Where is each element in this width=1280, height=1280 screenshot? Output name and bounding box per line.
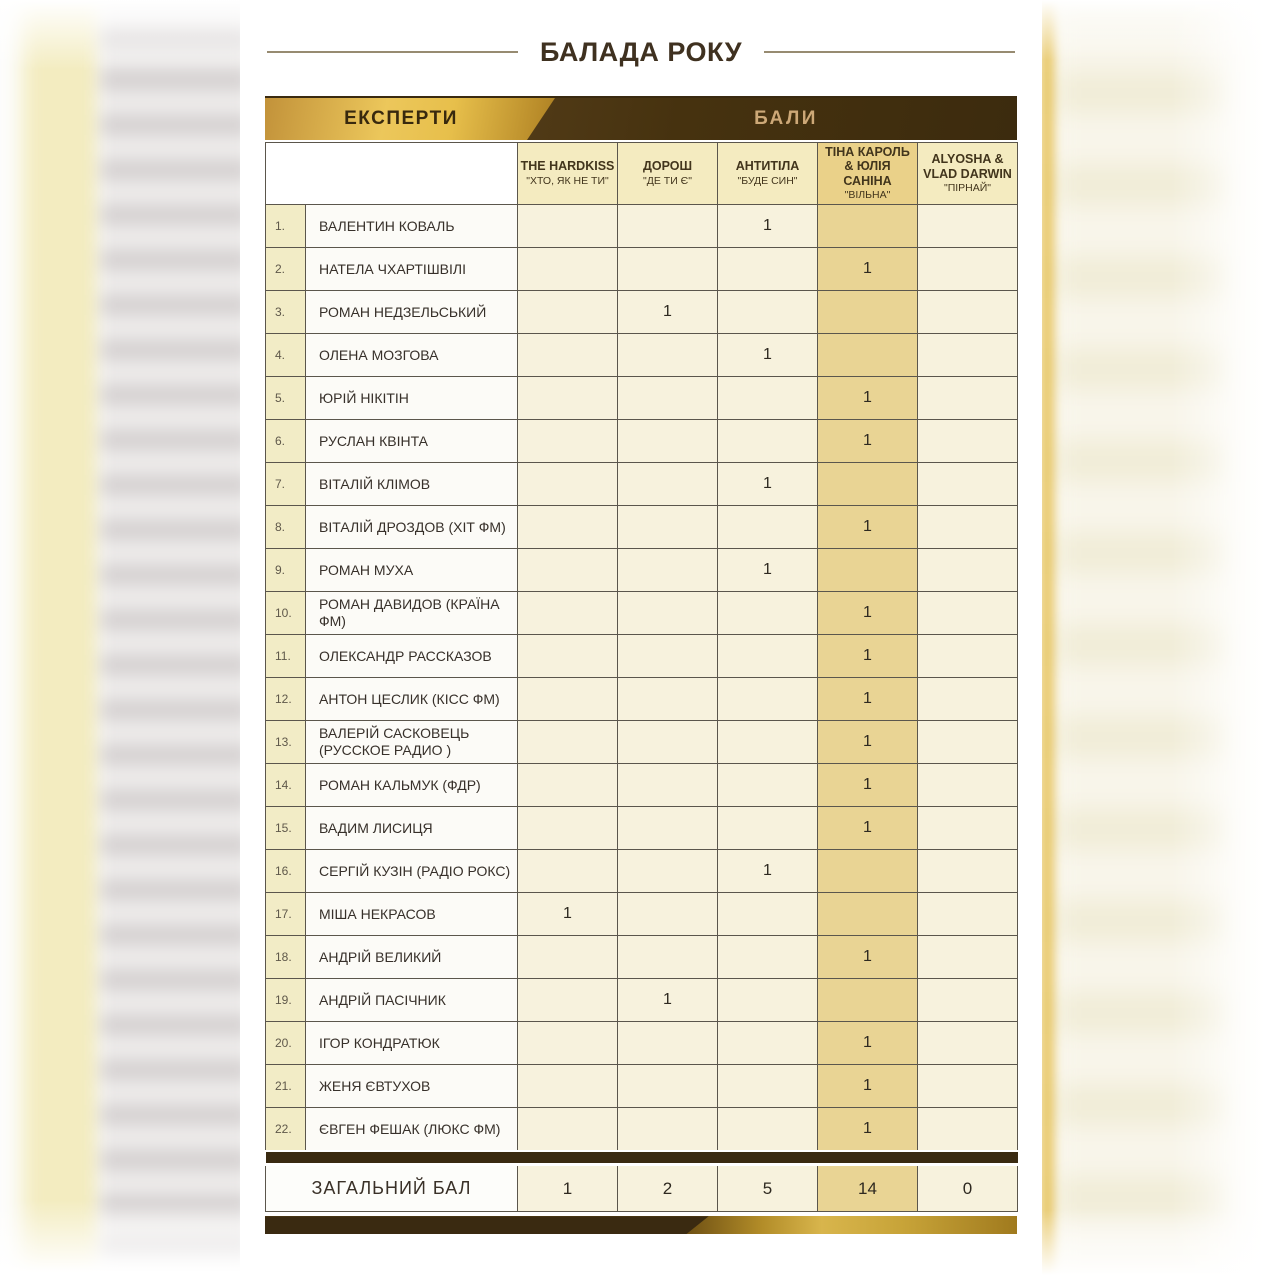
artist-name: ДОРОШ bbox=[642, 159, 693, 174]
vote-cell bbox=[518, 635, 618, 678]
vote-cell: 1 bbox=[718, 850, 818, 893]
vote-cell bbox=[618, 893, 718, 936]
vote-cell bbox=[618, 807, 718, 850]
vote-cell bbox=[518, 764, 618, 807]
expert-name: РОМАН МУХА bbox=[306, 549, 518, 592]
vote-cell bbox=[918, 248, 1018, 291]
scores-header: БАЛИ bbox=[754, 108, 818, 129]
vote-cell bbox=[718, 635, 818, 678]
vote-cell bbox=[618, 936, 718, 979]
row-number: 1. bbox=[266, 205, 306, 248]
table-row bbox=[266, 506, 1018, 549]
vote-cell: 1 bbox=[818, 420, 918, 463]
vote-cell bbox=[718, 592, 818, 635]
vote-cell bbox=[518, 291, 618, 334]
column-header-cell bbox=[718, 143, 818, 205]
vote-cell bbox=[518, 850, 618, 893]
vote-cell: 1 bbox=[718, 463, 818, 506]
row-number: 18. bbox=[266, 936, 306, 979]
vote-cell bbox=[618, 420, 718, 463]
vote-cell bbox=[818, 334, 918, 377]
table-head bbox=[266, 143, 1018, 205]
table-row bbox=[266, 592, 1018, 635]
vote-cell bbox=[518, 334, 618, 377]
vote-cell bbox=[918, 334, 1018, 377]
total-value-cell: 14 bbox=[818, 1165, 918, 1212]
vote-cell bbox=[818, 850, 918, 893]
row-number: 21. bbox=[266, 1065, 306, 1108]
table-row bbox=[266, 291, 1018, 334]
vote-cell bbox=[718, 377, 818, 420]
vote-cell bbox=[618, 1022, 718, 1065]
expert-name: ВІТАЛІЙ КЛІМОВ bbox=[306, 463, 518, 506]
table-row bbox=[266, 850, 1018, 893]
row-number: 22. bbox=[266, 1108, 306, 1152]
vote-cell bbox=[618, 463, 718, 506]
vote-cell bbox=[918, 420, 1018, 463]
vote-cell bbox=[718, 1065, 818, 1108]
vote-cell bbox=[918, 291, 1018, 334]
row-number: 11. bbox=[266, 635, 306, 678]
vote-cell: 1 bbox=[818, 936, 918, 979]
vote-cell bbox=[718, 893, 818, 936]
artist-name: АНТИТІЛА bbox=[735, 159, 800, 174]
table-row bbox=[266, 721, 1018, 764]
vote-cell bbox=[618, 678, 718, 721]
vote-cell bbox=[518, 979, 618, 1022]
song-title: "БУДЕ СИН" bbox=[737, 174, 798, 187]
row-number: 16. bbox=[266, 850, 306, 893]
row-number: 20. bbox=[266, 1022, 306, 1065]
vote-cell bbox=[518, 1065, 618, 1108]
table-row bbox=[266, 1022, 1018, 1065]
vote-cell: 1 bbox=[818, 1022, 918, 1065]
expert-name: АНТОН ЦЕСЛИК (КІСС ФМ) bbox=[306, 678, 518, 721]
vote-cell: 1 bbox=[618, 291, 718, 334]
expert-name: ВАЛЕРІЙ САСКОВЕЦЬ (РУССКОЕ РАДИО ) bbox=[306, 721, 518, 764]
vote-cell bbox=[918, 678, 1018, 721]
vote-cell: 1 bbox=[718, 334, 818, 377]
vote-cell bbox=[718, 506, 818, 549]
page-title: БАЛАДА РОКУ bbox=[540, 37, 742, 67]
vote-cell: 1 bbox=[718, 205, 818, 248]
expert-name: РОМАН НЕДЗЕЛЬСЬКИЙ bbox=[306, 291, 518, 334]
experts-header: ЕКСПЕРТИ bbox=[344, 108, 458, 129]
background-cream-rows bbox=[1058, 0, 1228, 1280]
vote-cell bbox=[718, 420, 818, 463]
vote-cell bbox=[618, 592, 718, 635]
row-number: 12. bbox=[266, 678, 306, 721]
separator-bar-cell bbox=[266, 1151, 1018, 1165]
vote-cell bbox=[718, 979, 818, 1022]
vote-cell: 1 bbox=[818, 1108, 918, 1152]
table-body bbox=[266, 205, 1018, 1152]
artist-name: THE HARDKISS bbox=[520, 159, 615, 174]
title-row bbox=[267, 36, 1015, 68]
vote-cell: 1 bbox=[818, 592, 918, 635]
table-row bbox=[266, 549, 1018, 592]
vote-cell bbox=[618, 549, 718, 592]
row-number: 6. bbox=[266, 420, 306, 463]
vote-cell bbox=[618, 334, 718, 377]
vote-cell bbox=[818, 291, 918, 334]
vote-cell: 1 bbox=[618, 979, 718, 1022]
vote-cell: 1 bbox=[718, 549, 818, 592]
vote-cell: 1 bbox=[818, 1065, 918, 1108]
expert-name: АНДРІЙ ВЕЛИКИЙ bbox=[306, 936, 518, 979]
background-yellow-stripe-left bbox=[22, 0, 102, 1280]
table-row bbox=[266, 893, 1018, 936]
vote-cell bbox=[618, 248, 718, 291]
artist-name: ALYOSHA & VLAD DARWIN bbox=[923, 152, 1012, 181]
row-number: 13. bbox=[266, 721, 306, 764]
vote-cell bbox=[918, 721, 1018, 764]
background-blur-left bbox=[0, 0, 242, 1280]
table-row bbox=[266, 635, 1018, 678]
expert-name: ОЛЕКСАНДР РАССКАЗОВ bbox=[306, 635, 518, 678]
column-header-cell bbox=[618, 143, 718, 205]
vote-cell: 1 bbox=[518, 893, 618, 936]
vote-cell bbox=[718, 764, 818, 807]
expert-name: ЖЕНЯ ЄВТУХОВ bbox=[306, 1065, 518, 1108]
vote-cell bbox=[918, 807, 1018, 850]
expert-name: ЄВГЕН ФЕШАК (ЛЮКС ФМ) bbox=[306, 1108, 518, 1152]
expert-name: ІГОР КОНДРАТЮК bbox=[306, 1022, 518, 1065]
page bbox=[240, 0, 1042, 1280]
expert-name: ВАДИМ ЛИСИЦЯ bbox=[306, 807, 518, 850]
vote-cell bbox=[718, 807, 818, 850]
song-title: "ПІРНАЙ" bbox=[943, 181, 992, 194]
vote-cell bbox=[518, 463, 618, 506]
row-number: 4. bbox=[266, 334, 306, 377]
expert-name: ВАЛЕНТИН КОВАЛЬ bbox=[306, 205, 518, 248]
column-header-cell bbox=[518, 143, 618, 205]
vote-cell bbox=[518, 721, 618, 764]
vote-cell bbox=[718, 936, 818, 979]
row-number: 9. bbox=[266, 549, 306, 592]
vote-cell bbox=[918, 635, 1018, 678]
column-header-cell bbox=[918, 143, 1018, 205]
background-gray-rows bbox=[100, 0, 250, 1280]
table-row bbox=[266, 334, 1018, 377]
vote-cell: 1 bbox=[818, 248, 918, 291]
row-number: 5. bbox=[266, 377, 306, 420]
vote-cell bbox=[818, 893, 918, 936]
vote-cell bbox=[618, 506, 718, 549]
total-value-cell: 2 bbox=[618, 1165, 718, 1212]
vote-cell: 1 bbox=[818, 807, 918, 850]
separator-bar bbox=[266, 1151, 1018, 1165]
vote-cell bbox=[918, 979, 1018, 1022]
expert-name: ЮРІЙ НІКІТІН bbox=[306, 377, 518, 420]
vote-cell bbox=[618, 721, 718, 764]
column-header-row bbox=[266, 143, 1018, 205]
vote-cell bbox=[918, 1022, 1018, 1065]
expert-name: МІША НЕКРАСОВ bbox=[306, 893, 518, 936]
vote-cell bbox=[618, 1065, 718, 1108]
vote-cell: 1 bbox=[818, 678, 918, 721]
artist-name: ТІНА КАРОЛЬ & ЮЛІЯ САНІНА bbox=[825, 145, 910, 188]
background-blur-right bbox=[1038, 0, 1280, 1280]
vote-cell bbox=[518, 936, 618, 979]
bottom-accent-bar bbox=[265, 1216, 1017, 1234]
expert-name: РОМАН КАЛЬМУК (ФДР) bbox=[306, 764, 518, 807]
vote-cell: 1 bbox=[818, 764, 918, 807]
expert-name: ВІТАЛІЙ ДРОЗДОВ (ХІТ ФМ) bbox=[306, 506, 518, 549]
row-number: 8. bbox=[266, 506, 306, 549]
vote-cell bbox=[918, 764, 1018, 807]
table-row bbox=[266, 463, 1018, 506]
table-row bbox=[266, 936, 1018, 979]
table-row bbox=[266, 1065, 1018, 1108]
vote-cell bbox=[518, 678, 618, 721]
score-table bbox=[265, 142, 1018, 1212]
vote-cell bbox=[718, 678, 818, 721]
row-number: 14. bbox=[266, 764, 306, 807]
row-number: 15. bbox=[266, 807, 306, 850]
row-number: 17. bbox=[266, 893, 306, 936]
expert-name: РОМАН ДАВИДОВ (КРАЇНА ФМ) bbox=[306, 592, 518, 635]
background-gold-stripe-right bbox=[1040, 0, 1057, 1280]
table-row bbox=[266, 205, 1018, 248]
vote-cell bbox=[918, 1065, 1018, 1108]
vote-cell bbox=[918, 463, 1018, 506]
vote-cell bbox=[618, 635, 718, 678]
expert-name: СЕРГІЙ КУЗІН (РАДІО РОКС) bbox=[306, 850, 518, 893]
table-row bbox=[266, 377, 1018, 420]
total-row bbox=[266, 1165, 1018, 1212]
vote-cell bbox=[918, 592, 1018, 635]
vote-cell: 1 bbox=[818, 506, 918, 549]
vote-cell bbox=[618, 850, 718, 893]
row-number: 10. bbox=[266, 592, 306, 635]
vote-cell bbox=[718, 248, 818, 291]
table-row bbox=[266, 248, 1018, 291]
vote-cell bbox=[918, 893, 1018, 936]
vote-cell bbox=[918, 1108, 1018, 1152]
total-value-cell: 0 bbox=[918, 1165, 1018, 1212]
column-header-cell bbox=[818, 143, 918, 205]
table-row bbox=[266, 420, 1018, 463]
vote-cell bbox=[518, 205, 618, 248]
vote-cell bbox=[818, 549, 918, 592]
vote-cell bbox=[718, 1022, 818, 1065]
vote-cell bbox=[518, 506, 618, 549]
song-title: "ХТО, ЯК НЕ ТИ" bbox=[526, 174, 609, 187]
vote-cell bbox=[618, 1108, 718, 1152]
vote-cell: 1 bbox=[818, 721, 918, 764]
expert-name: НАТЕЛА ЧХАРТІШВІЛІ bbox=[306, 248, 518, 291]
title-line-left bbox=[267, 51, 518, 53]
vote-cell bbox=[718, 1108, 818, 1152]
total-value-cell: 5 bbox=[718, 1165, 818, 1212]
vote-cell bbox=[918, 549, 1018, 592]
table-foot bbox=[266, 1151, 1018, 1212]
vote-cell bbox=[518, 807, 618, 850]
vote-cell: 1 bbox=[818, 377, 918, 420]
vote-cell bbox=[518, 420, 618, 463]
table-row bbox=[266, 979, 1018, 1022]
vote-cell bbox=[518, 592, 618, 635]
expert-name: ОЛЕНА МОЗГОВА bbox=[306, 334, 518, 377]
vote-cell bbox=[918, 936, 1018, 979]
table-row bbox=[266, 678, 1018, 721]
total-value-cell: 1 bbox=[518, 1165, 618, 1212]
table-row bbox=[266, 807, 1018, 850]
vote-cell bbox=[518, 248, 618, 291]
vote-cell bbox=[718, 291, 818, 334]
vote-cell bbox=[518, 549, 618, 592]
vote-cell bbox=[918, 377, 1018, 420]
table-row bbox=[266, 1108, 1018, 1152]
vote-cell bbox=[918, 850, 1018, 893]
row-number: 2. bbox=[266, 248, 306, 291]
row-number: 7. bbox=[266, 463, 306, 506]
expert-name: АНДРІЙ ПАСІЧНИК bbox=[306, 979, 518, 1022]
vote-cell bbox=[918, 205, 1018, 248]
vote-cell bbox=[818, 463, 918, 506]
total-label: ЗАГАЛЬНИЙ БАЛ bbox=[266, 1165, 518, 1212]
title-line-right bbox=[764, 51, 1015, 53]
table-row bbox=[266, 764, 1018, 807]
song-title: "ДЕ ТИ Є" bbox=[643, 174, 692, 187]
row-number: 3. bbox=[266, 291, 306, 334]
vote-cell bbox=[918, 506, 1018, 549]
vote-cell bbox=[518, 1022, 618, 1065]
vote-cell bbox=[518, 1108, 618, 1152]
vote-cell bbox=[618, 205, 718, 248]
experts-scores-band bbox=[265, 96, 1017, 140]
vote-cell bbox=[818, 205, 918, 248]
song-title: "ВІЛЬНА" bbox=[844, 189, 891, 202]
vote-cell bbox=[618, 377, 718, 420]
vote-cell bbox=[618, 764, 718, 807]
row-number: 19. bbox=[266, 979, 306, 1022]
vote-cell bbox=[518, 377, 618, 420]
vote-cell bbox=[718, 721, 818, 764]
vote-cell bbox=[818, 979, 918, 1022]
header-blank-cell bbox=[266, 143, 518, 205]
vote-cell: 1 bbox=[818, 635, 918, 678]
expert-name: РУСЛАН КВІНТА bbox=[306, 420, 518, 463]
